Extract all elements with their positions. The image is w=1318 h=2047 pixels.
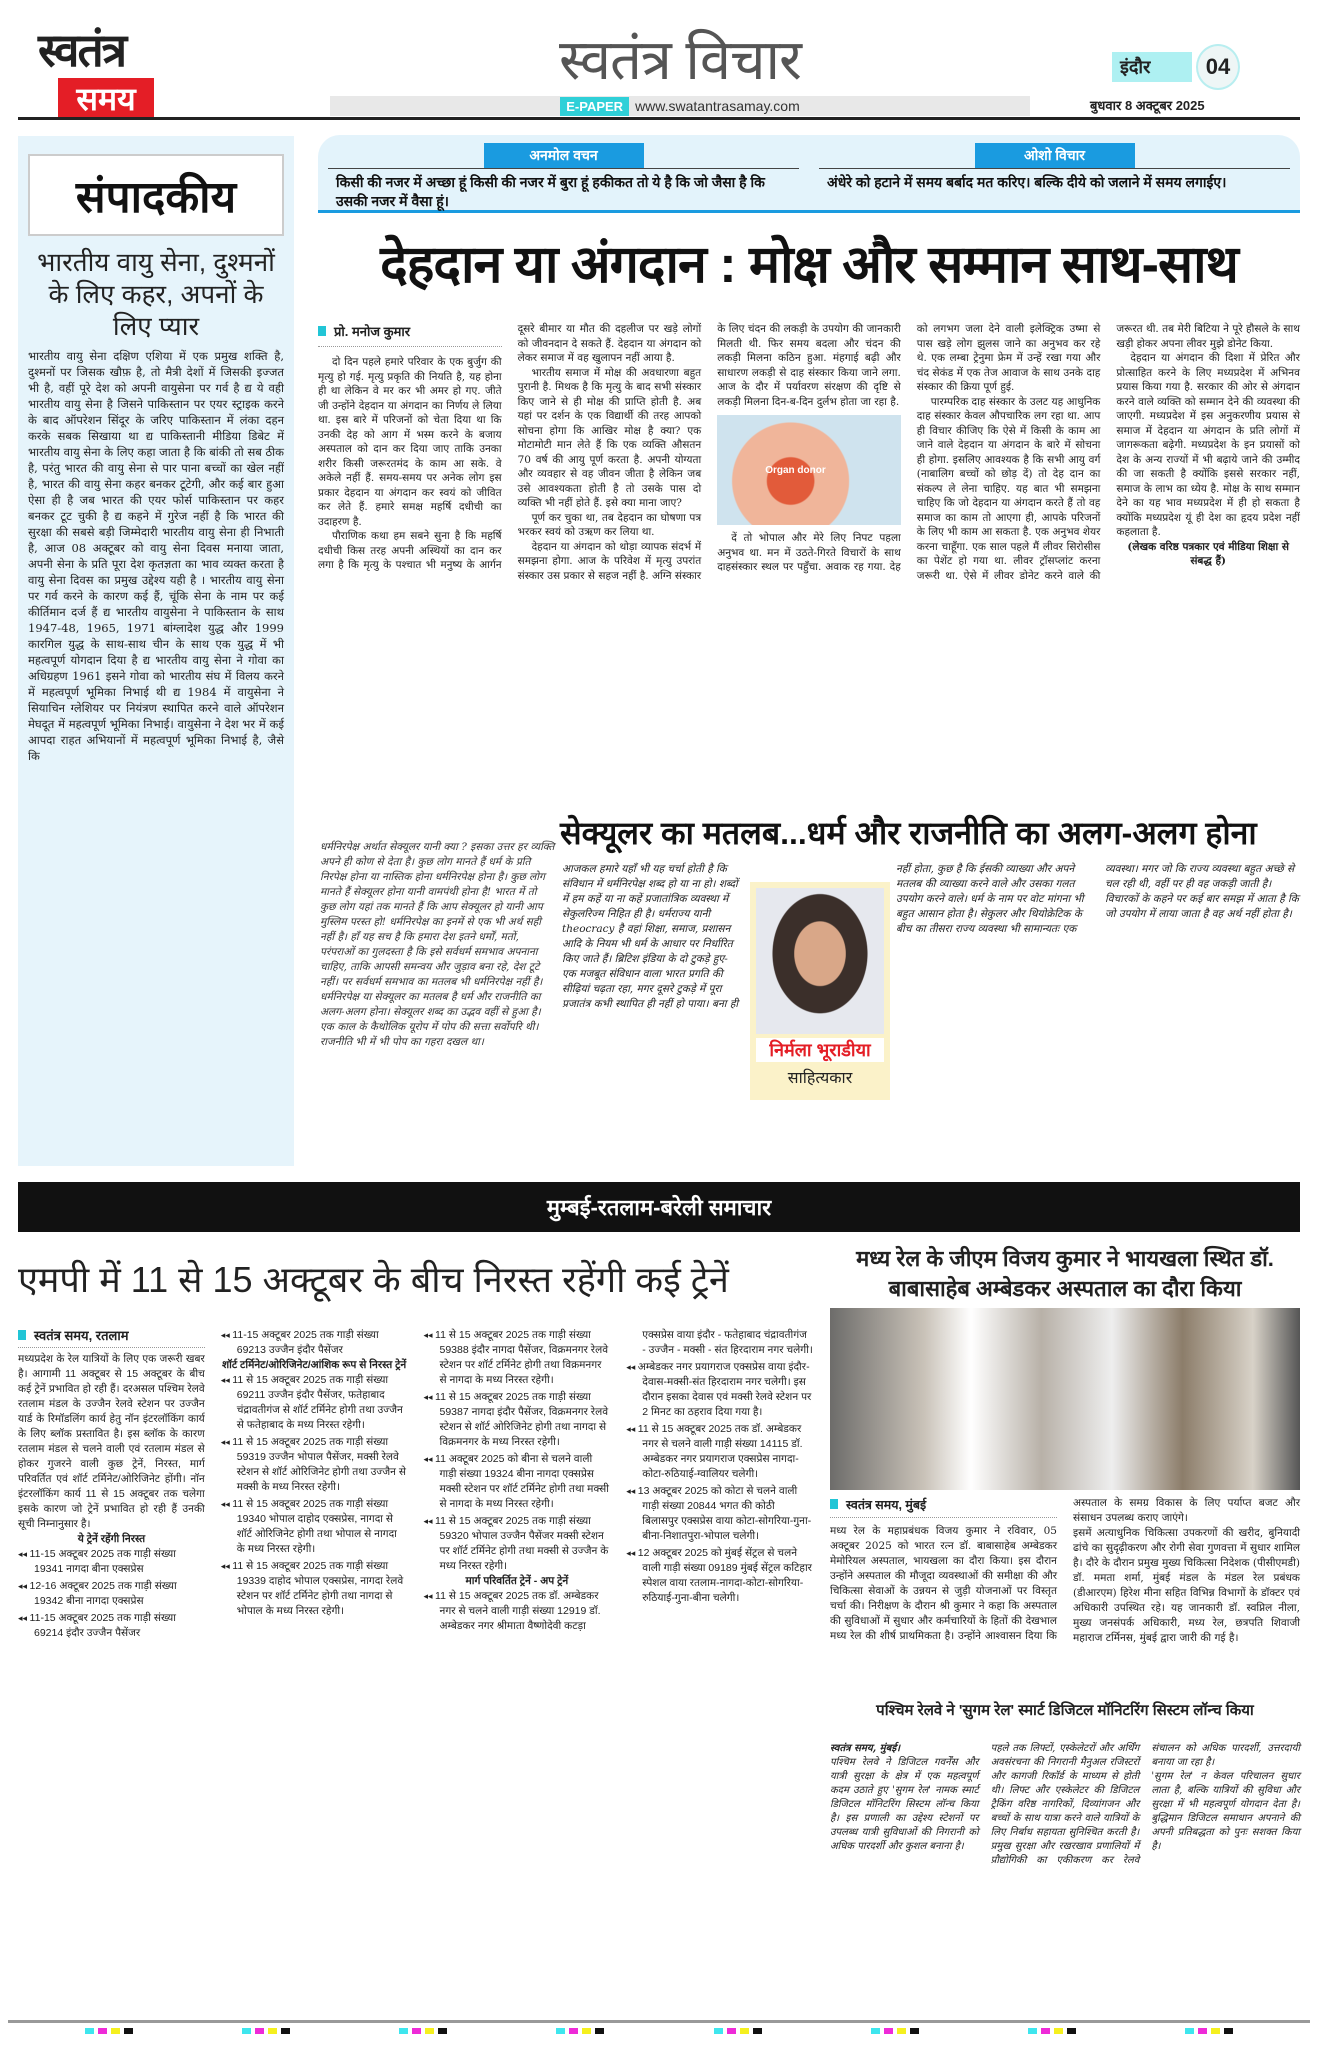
color-swatch: [438, 2028, 447, 2034]
color-swatch: [714, 2028, 723, 2034]
article-paragraph: देहदान या अंगदान की दिशा में प्रेरित और प्रोत्साहित करने के लिए मध्यप्रदेश में अभिनव प्रयास किया गया है. सरकार की ओर से अंगदान करने वाले व्यक्ति को सम्मान देने की व्यवस्था की जाएगी. मध्यप्रदेश में इस अनुकरणीय प्रयास से समाज में देहदान या अंगदान के प्रति लोगों में जागरूकता बढ़ेगी. मध्यप्रदेश के इन प्रयासों को देश के अन्य राज्यों में भी बढ़ाये जाने की उम्मीद की जा सकती है क्योंकि इससे सरकार नहीं, समाज के लाभ का ध्येय है. मोक्ष के साथ सम्मान देने का यह भाव मध्यप्रदेश में ही हो सकता है क्योंकि मध्यप्रदेश यूं ही देश का हृदय प्रदेश नहीं कहलाता है.: [1116, 352, 1300, 538]
bullet-square-icon: [18, 1330, 26, 1340]
train-item: ◂◂ 11 अक्टूबर 2025 को बीना से चलने वाली गाड़ी संख्या 19324 बीना नागदा एक्सप्रेस मक्सी स्टेशन पर शॉर्ट टर्मिनेट होगी तथा मक्सी से नागदा के मध्य निरस्त रहेगी।: [424, 1452, 611, 1512]
train-item: ◂◂ 12 अक्टूबर 2025 को मुंबई सेंट्रल से चलने वाली गाड़ी संख्या 09189 मुंबई सेंट्रल कटिहार स्पेशल वाया रतलाम-नागदा-कोटा-सोगरिया-रुठियाई-गुना-बीना चलेगी।: [626, 1546, 813, 1606]
color-swatch: [111, 2028, 120, 2034]
website-link[interactable]: www.swatantrasamay.com: [635, 98, 800, 114]
train-item: ◂◂ अम्बेडकर नगर प्रयागराज एक्सप्रेस वाया इंदौर-देवास-मक्सी-संत हिरदाराम नगर चलेगी। इस दौरान इसका देवास एवं मक्सी रेलवे स्टेशन पर 2 मिनट का ठहराव दिया गया है।: [626, 1360, 813, 1420]
color-swatch: [1028, 2028, 1037, 2034]
subheading: ये ट्रेनें रहेंगी निरस्त: [77, 1533, 146, 1545]
city-label: इंदौर: [1112, 52, 1192, 82]
article-paragraph-list: [830, 1496, 1300, 1646]
color-swatch: [1185, 2028, 1194, 2034]
masthead-rule: [18, 117, 1300, 120]
color-swatch: [569, 2028, 578, 2034]
train-item: ◂◂ 11-15 अक्टूबर 2025 तक गाड़ी संख्या 69213 उज्जैन इंदौर पैसेंजर: [221, 1328, 408, 1358]
color-swatch: [425, 2028, 434, 2034]
color-swatch-group: [714, 2028, 762, 2034]
color-swatch: [1041, 2028, 1050, 2034]
secular-headline: सेक्यूलर का मतलब...धर्म और राजनीति का अलग-अलग होना: [560, 815, 1257, 851]
print-registration-marks: [0, 2028, 1318, 2034]
color-swatch-group: [242, 2028, 290, 2034]
color-swatch: [556, 2028, 565, 2034]
color-swatch-group: [871, 2028, 919, 2034]
color-swatch-group: [556, 2028, 604, 2034]
author-box: [750, 882, 890, 1100]
secular-column: आजकल हमारे यहाँ भी यह चर्चा होती है कि संविधान में धर्मनिरपेक्ष शब्द हो या ना हो। शब्दों में हम कहें या ना कहें प्रजातांत्रिक व्यवस्था में सेकुलरिज्म निहित ही है। धर्मराज्य यानी theocracy है वहां शिक्षा, समाज, प्रशासन आदि के नियम भी धर्म के आधार पर निर्धारित किए जाते हैं। ब्रिटिश इंडिया के दो टुकड़े हुए- एक मजबूत संविधान वाला भारत प्रगति की सीढ़ियां चढ़ता रहा, मगर दूसरे टुकड़े में पूरा प्रजातंत्र कभी स्थापित ही नहीं हो पाया। बना ही: [562, 863, 739, 1010]
color-swatch: [412, 2028, 421, 2034]
secular-column: नहीं होता, कुछ है कि ईसकी व्याख्या और अपने मतलब की व्याख्या करने वाले और उसका गलत उपयोग करने वाले। धर्म के नाम पर वोट मांगना भी बहुत आसान होता है। सेकुलर और थियोक्रेटिक के बीच का तीसरा राज्य व्यवस्था भी सामान्यतः एक व्यवस्था। मगर जो कि राज्य व्यवस्था बहुत अच्छे से चल रही थी, वहीं पर ही वह जकड़ी जाती है। विचारकों के कहने पर कई बार समझ में आता है कि जो उपयोग में लाया जाता है वह अर्थ नहीं होता है।: [896, 863, 1299, 935]
organ-donation-photo: [717, 415, 901, 525]
article-paragraph: देहदान या अंगदान को थोड़ा व्यापक संदर्भ में समझना होगा. आज के परिवेश में मृत्यु उपरांत संस्कार उस प्रकार से सहज नहीं है. अग्नि संस्कार के लिए चंदन की लकड़ी के उपयोग की जानकारी मिलती थी. फिर समय बदला और चंदन की लकड़ी मिलना कठिन हुआ. मंहगाई बढ़ी और साधारण लकड़ी से दाह संस्कार किया जाने लगा. आज के दौर में पर्यावरण संरक्षण की दृष्टि से लकड़ी मिलना दिन-ब-दिन दुर्लभ होता जा रहा है.: [517, 323, 901, 582]
quotes-box: [318, 135, 1300, 213]
article-paragraph: 'सुगम रेल' न केवल परिचालन सुधार लाता है, बल्कि यात्रियों की सुविधा और सुरक्षा में भी महत्वपूर्ण योगदान देता है। बुद्धिमान डिजिटल समाधान अपनाने की अपनी प्रतिबद्धता को पुनः सशक्त किया है।: [1151, 1771, 1300, 1852]
issue-date: बुधवार 8 अक्टूबर 2025: [1090, 98, 1205, 113]
train-item: ◂◂ 11-15 अक्टूबर 2025 तक गाड़ी संख्या 69214 इंदौर उज्जैन पैसेंजर: [18, 1611, 205, 1641]
byline: [318, 322, 502, 347]
article-paragraph: पहले तक लिफ्टों, एस्केलेटरों और अर्थिंग अवसंरचना की निगरानी मैनुअल रजिस्टरों और कागजी रिकॉर्ड के माध्यम से होती थी। लिफ्ट और एस्केलेटर की डिजिटल ट्रैकिंग वरिष्ठ नागरिकों, दिव्यांगजन और बच्चों के साथ यात्रा करने वाले यात्रियों के लिए निर्बाध सहायता सुनिश्चित करती है। प्रमुख सुरक्षा और रखरखाव प्रणालियों में प्रौद्योगिकी का एकीकरण कर रेलवे संचालन को अधिक पारदर्शी, उत्तरदायी बनाया जा रहा है।: [990, 1743, 1300, 1866]
page-title: स्वतंत्र विचार: [559, 28, 801, 91]
trains-article: [18, 1328, 813, 1641]
author-name: निर्मला भूराडीया: [756, 1038, 884, 1062]
color-swatch: [281, 2028, 290, 2034]
train-item: ◂◂ 11 से 15 अक्टूबर 2025 तक गाड़ी संख्या 69211 उज्जैन इंदौर पैसेंजर, फतेहाबाद चंद्रावतीगंज से शॉर्ट टर्मिनेट होगी तथा उज्जैन से फतेहाबाद के मध्य निरस्त रहेगी।: [221, 1373, 408, 1433]
epaper-badge: E-PAPER: [560, 97, 629, 116]
quote-osho-vichar: [819, 135, 1290, 210]
color-swatch: [910, 2028, 919, 2034]
byline-text: स्वतंत्र समय, मुंबई: [846, 1498, 927, 1512]
train-item: ◂◂ 11 से 15 अक्टूबर 2025 तक गाड़ी संख्या 19339 दाहोद भोपाल एक्सप्रेस, नागदा रेलवे स्टेशन पर शॉर्ट टर्मिनेट होगी तथा नागदा से भोपाल के मध्य निरस्त रहेगी।: [221, 1559, 408, 1619]
secular-intro: धर्मनिरपेक्ष अर्थात सेक्यूलर यानी क्या ? इसका उत्तर हर व्यक्ति अपने ही कोण से देता है। कुछ लोग मानते हैं धर्म के प्रति निरपेक्ष होना या नास्तिक होना धर्मनिरपेक्ष होना है। कुछ लोग मानते हैं सेक्यूलर होना यानी वामपंथी होना है! भारत में तो कुछ लोग यहां तक मानते हैं कि आप सेक्यूलर हो यानी आप मुस्लिम परस्त हो! धर्मनिरपेक्ष का इनमें से एक भी अर्थ सही नहीं है। हाँ यह सच है कि हमारा देश इतने धर्मों, मतों, परंपराओं का गुलदस्ता है कि इसे सर्वधर्म समभाव अपनाना चाहिए, ताकि आपसी समन्वय और जुड़ाव बना रहे, देश टूटे नहीं। पर सर्वधर्म समभाव का मतलब भी धर्मनिरपेक्ष नहीं है। धर्मनिरपेक्ष या सेक्यूलर का मतलब है धर्म और राजनीति का अलग-अलग होना। सेक्यूलर शब्द का उद्भव वहीं से हुआ है। एक काल के कैथोलिक यूरोप में पोप की सत्ता सर्वोपरि थी। राजनीति भी में भी पोप का गहरा दखल था।: [320, 841, 555, 1048]
main-headline: देहदान या अंगदान : मोक्ष और सम्मान साथ-साथ: [380, 236, 1238, 294]
bottom-rule: [8, 2020, 1310, 2023]
subheading: शॉर्ट टर्मिनेट/ओरिजिनेट/आंशिक रूप से निरस्त ट्रेनें: [221, 1359, 407, 1371]
bullet-square-icon: [318, 326, 326, 336]
train-item: ◂◂ 11-15 अक्टूबर 2025 तक गाड़ी संख्या 19341 नागदा बीना एक्सप्रेस: [18, 1547, 205, 1577]
editorial-paragraph: भारतीय वायु सेना दक्षिण एशिया में एक प्रमुख शक्ति है, दुश्मनों पर जिसक खौफ़ है, तो मैत्री देशों में जिसकी इज्जत भी है, वहीं पूरे देश को अपनी वायुसेना पर गर्व है द्य ये वही भारतीय वायु सेना है जिसने पाकिस्तान पर एयर स्ट्राइक करने के बाद ऑपरेशन सिंदूर के जरिए पाकिस्तान में लंका दहन करके सबक सिखाया था द्य पाकिस्तानी मीडिया डिबेट में भारतीय वायु सेना के लिए कहा जाता है कि बांकी तो सब ठीक है, परंतु भारत की वायु सेना से पार पाना बच्चों का खेल नहीं है, भारत की वायु सेना कहर बनकर टूटेगी, और कई बार हुआ ऐसा ही है जब भारत की एयर फोर्स पाकिस्तान पर कहर बनकर टूट चुकी है द्य कहने में गुरेज नहीं है कि भारत की सुरक्षा की सबसे बड़ी जिम्मेदारी भारतीय वायु सेना ही निभाती है, आज 08 अक्टूबर को वायु सेना दिवस मनाया जाता, अपनी सेना के प्रति पूरा देश कृतज्ञता का भाव व्यक्त करता है वायु सेना दिवस का प्रमुख उद्देश्य यही है । भारतीय वायु सेना पर गर्व करने के कारण कई हैं, चूंकि सेना के नाम पर कई कीर्तिमान दर्ज हैं द्य भारतीय वायुसेना ने पाकिस्तान के साथ 1947-48, 1965, 1971 बांग्लादेश युद्ध और 1999 कारगिल युद्ध के साथ-साथ चीन के साथ एक युद्ध में भी महत्वपूर्ण योगदान दिया है द्य भारतीय वायु सेना ने गोवा का अधिग्रहण 1961 इसने गोवा को भारतीय संघ में विलय करने में महत्वपूर्ण भूमिका निभाई थी द्य 1984 में वायुसेना ने सियाचिन ग्लेशियर पर नियंत्रण स्थापित करने वाले ऑपरेशन मेघदूत में महत्वपूर्ण भूमिका निभाई। वायुसेना ने देश भर में कई आपदा राहत अभियानों में महत्वपूर्ण भूमिका निभाई है, जैसे कि: [28, 349, 284, 763]
train-item: ◂◂ 11 से 15 अक्टूबर 2025 तक गाड़ी संख्या 59320 भोपाल उज्जैन पैसेंजर मक्सी स्टेशन पर शॉर्ट टर्मिनेट होगी तथा मक्सी से उज्जैन के मध्य निरस्त रहेगी।: [424, 1514, 611, 1574]
subheading: मार्ग परिवर्तित ट्रेनें - अप ट्रेनें: [465, 1575, 569, 1587]
byline: [830, 1496, 1057, 1518]
article-paragraph: भारतीय समाज में मोक्ष की अवधारणा बहुत पुरानी है. मिथक है कि मृत्यु के बाद सभी संस्कार किए जाने से ही मोक्ष की प्राप्ति होती है. अब यहां पर दर्शन के एक विद्यार्थी की तरह आपको सोचना होगा कि आखिर मोक्ष है क्या? एक मोटामोटी मान लेते हैं कि एक व्यक्ति औसतन 70 वर्ष की आयु पूर्ण करता है. अपनी योग्यता और व्यवहार से वह जीवन जीता है लेकिन जब उसे आवश्यकता होती है तो उसके पास दो व्यक्ति भी नहीं होते हैं. इसे क्या माना जाए?: [517, 366, 702, 509]
article-paragraph: दें तो भोपाल और मेरे लिए निपट पहला अनुभव था. मन में उठते-गिरते विचारों के साथ दाहसंस्कार स्थल पर पहुँचा. अवाक रह गया. देह को लगभग जला देने वाली इलेक्ट्रिक उष्मा से पास खड़े लोग झुलस जाने का अनुभव कर रहे थे. एक लम्बा ट्रेनुमा फ्रेम में उन्हें रखा गया और चंद सेकंड में एक तेज आवाज के साथ उनके दाह संस्कार की क्रिया पूर्ण हुई.: [717, 323, 1101, 573]
article-paragraph-list: [830, 1742, 1300, 1868]
color-swatch: [871, 2028, 880, 2034]
bullet-square-icon: [830, 1499, 838, 1509]
article-paragraph: पारम्परिक दाह संस्कार के उलट यह आधुनिक दाह संस्कार केवल औपचारिक लग रहा था. आप ही विचार कीजिए कि ऐसे में किसी के काम आ जाने वाले देहदान या अंगदान के बारे में सोचना ही होगा. इसलिए आवश्यक है कि सभी आयु वर्ग (नाबालिग बच्चों को छोड़ दें) तो देह दान का संकल्प ले लेना चाहिए. यह बात भी समझना चाहिए कि जो देहदान या अंगदान करते हैं तो वह समाज का काम तो आएगा ही, आपके परिजनों के लिए भी काम आ सकता है. एक अनुभव शेयर करना चाहूँगा. एक साल पहले मैं लीवर सिरोसीस का पेशेंट हो गया था. लीवर ट्रॉसप्लांट करना जरूरी था. ऐसे में लीवर डोनेट करने वाले की जरूरत थी. तब मेरी बिटिया ने पूरे हौसले के साथ खड़ी होकर अपना लीवर मुझे डोनेट किया.: [916, 323, 1300, 582]
page-number: 04: [1196, 44, 1240, 90]
hospital-visit-photo: [830, 1308, 1300, 1490]
train-item: ◂◂ 11 से 15 अक्टूबर 2025 तक गाड़ी संख्या 59319 उज्जैन भोपाल पैसेंजर, मक्सी रेलवे स्टेशन से शॉर्ट ओरिजिनेट होगी तथा उज्जैन से मक्सी के मध्य निरस्त रहेगी।: [221, 1435, 408, 1495]
color-swatch: [85, 2028, 94, 2034]
author-note: (लेखक वरिष्ठ पत्रकार एवं मीडिया शिक्षा से संबद्ध हैं): [1127, 540, 1289, 567]
color-swatch-group: [1185, 2028, 1233, 2034]
quote-anmol-vachan: [328, 135, 799, 210]
color-swatch: [753, 2028, 762, 2034]
western-railway-headline: पश्चिम रेलवे ने 'सुगम रेल' स्मार्ट डिजिटल मॉनिटरिंग सिस्टम लॉन्च किया: [876, 1702, 1254, 1719]
section-banner: मुम्बई-रतलाम-बरेली समाचार: [18, 1182, 1300, 1232]
color-swatch: [740, 2028, 749, 2034]
byline: [18, 1328, 205, 1348]
quote-text: अंधेरे को हटाने में समय बर्बाद मत करिए। बल्कि दीये को जलाने में समय लगाईए।: [827, 174, 1227, 190]
trains-headline: एमपी में 11 से 15 अक्टूबर के बीच निरस्त रहेंगी कई ट्रेनें: [18, 1259, 729, 1300]
color-swatch-group: [399, 2028, 447, 2034]
color-swatch: [1198, 2028, 1207, 2034]
color-swatch: [268, 2028, 277, 2034]
train-item: ◂◂ 13 अक्टूबर 2025 को कोटा से चलने वाली गाड़ी संख्या 20844 भगत की कोठी बिलासपुर एक्सप्रेस वाया कोटा-सोगरिया-गुना-बीना-निशातपुरा-भोपाल चलेगी।: [626, 1484, 813, 1544]
dateline: स्वतंत्र समय, मुंबई।: [830, 1743, 901, 1754]
color-swatch: [727, 2028, 736, 2034]
logo-top: स्वतंत्र: [38, 24, 126, 76]
author-role: साहित्यकार: [787, 1070, 853, 1087]
train-item: ◂◂ 11 से 15 अक्टूबर 2025 तक गाड़ी संख्या 59387 नागदा इंदौर पैसेंजर, विक्रमनगर रेलवे स्टेशन से शॉर्ट ओरिजिनेट होगी तथा नागदा से विक्रमनगर के मध्य निरस्त रहेगी।: [424, 1390, 611, 1450]
epaper-bar: [330, 96, 1030, 116]
color-swatch: [1054, 2028, 1063, 2034]
train-item: ◂◂ 11 से 15 अक्टूबर 2025 तक गाड़ी संख्या 19340 भोपाल दाहोद एक्सप्रेस, नागदा से शॉर्ट ओरिजिनेट होगी तथा भोपाल से नागदा के मध्य निरस्त रहेगी।: [221, 1497, 408, 1557]
color-swatch: [884, 2028, 893, 2034]
article-paragraph: दो दिन पहले हमारे परिवार के एक बुर्जुग की मृत्यु हो गई. मृत्यु प्रकृति की नियति है, यह होना ही था लेकिन वे मर कर भी अमर हो गए. जीते जी उन्होंने देहदान या अंगदान का निर्णय ले लिया था. इस बारे में परिजनों को चेता दिया था कि उनकी देह को आग में भस्म करने के बजाय अस्पताल को दान कर दिया जाए ताकि उनका शरीर किसी जरूरतमंद के काम आ सके. वे अकेले नहीं हैं. समय-समय पर अनेक लोग इस प्रकार देहदान या अंगदान कर स्वयं को जीवित कर लेते हैं. हमारे समक्ष महर्षि दधीची का उदाहरण है.: [318, 356, 502, 528]
train-item: ◂◂ 11 से 15 अक्टूबर 2025 तक डॉ. अम्बेडकर नगर से चलने वाली गाड़ी संख्या 14115 डॉ. अम्बेडकर नगर प्रयागराज एक्सप्रेस नागदा-कोटा-रुठियाई-ग्वालियर चलेगी।: [626, 1422, 813, 1482]
article-paragraph: पौराणिक कथा हम सबने सुना है कि महर्षि दधीची किस तरह अपनी अस्थियों का दान कर लगा है कि मृत्यु के पश्चात भी मनुष्य के आर्गन दूसरे बीमार या मौत की दहलीज पर खड़े लोगों को जीवनदान दे सकते हैं. देहदान या अंगदान को लेकर समाज में वह खुलापन नहीं आया है.: [318, 323, 702, 571]
color-swatch-group: [1028, 2028, 1076, 2034]
logo: [38, 22, 168, 120]
color-swatch: [399, 2028, 408, 2034]
color-swatch: [1211, 2028, 1220, 2034]
quote-label: अनमोल वचन: [484, 143, 644, 168]
color-swatch: [124, 2028, 133, 2034]
color-swatch: [582, 2028, 591, 2034]
main-article-body: [318, 322, 1300, 583]
article-paragraph: मध्यप्रदेश के रेल यात्रियों के लिए एक जरूरी खबर है। आगामी 11 अक्टूबर से 15 अक्टूबर के बीच कई ट्रेनें प्रभावित हो रही हैं। दरअसल पश्चिम रेलवे रतलाम मंडल के उज्जैन रेलवे स्टेशन पर उज्जैन यार्ड के रिमॉडलिंग कार्य हेतु नॉन इंटरलॉकिंग कार्य के लिए ब्लॉक प्रस्तावित है। इस ब्लॉक के कारण रतलाम मंडल से चलने वाली एवं रतलाम मंडल से होकर गुजरने वाली कुछ ट्रेनें, निरस्त, मार्ग परिवर्तित एवं शॉर्ट टर्मिनेट/ओरिजिनेट होंगी। नॉन इंटरलॉकिंग कार्य 11 से 15 अक्टूबर तक चलेगा इसके कारण जो ट्रेनें प्रभावित हो रही हैं उनकी सूची निम्नानुसार है।: [18, 1353, 205, 1530]
article-paragraph: मध्य रेल के महाप्रबंधक विजय कुमार ने रविवार, 05 अक्टूबर 2025 को भारत रत्न डॉ. बाबासाहेब अम्बेडकर मेमोरियल अस्पताल, भायखला का दौरा किया। इस दौरान उन्होंने अस्पताल की मौजूदा व्यवस्थाओं की समीक्षा की और चिकित्सा सेवाओं के उन्नयन से जुड़ी योजनाओं पर विस्तृत चर्चा की। निरीक्षण के दौरान श्री कुमार ने कहा कि अस्पताल की सुविधाओं में सुधार और कर्मचारियों के हितों की देखभाल मध्य रेल की शीर्ष प्राथमिकता है। उन्होंने आश्वासन दिया कि अस्पताल के समग्र विकास के लिए पर्याप्त बजट और संसाधन उपलब्ध कराए जाएंगे।: [830, 1497, 1300, 1642]
color-swatch-group: [85, 2028, 133, 2034]
color-swatch: [242, 2028, 251, 2034]
author-photo: [756, 888, 884, 1034]
mumbai-article: [830, 1496, 1300, 1646]
color-swatch: [595, 2028, 604, 2034]
editorial-headline: भारतीय वायु सेना, दुश्मनों के लिए कहर, अपनों के लिए प्यार: [37, 247, 275, 341]
mumbai-headline: मध्य रेल के जीएम विजय कुमार ने भायखला स्थित डॉ. बाबासाहेब अम्बेडकर अस्पताल का दौरा किया: [856, 1246, 1274, 1301]
color-swatch: [1224, 2028, 1233, 2034]
editorial-section: [18, 136, 294, 1166]
train-item: ◂◂ 11 से 15 अक्टूबर 2025 तक डॉ. अम्बेडकर नगर से चलने वाली गाड़ी संख्या 12919 डॉ. अम्बेडकर नगर श्रीमाता वैष्णोदेवी कटड़ा एक्सप्रेस वाया इंदौर - फतेहाबाद चंद्रावतीगंज - उज्जैन - मक्सी - संत हिरदाराम नगर चलेगी।: [424, 1328, 814, 1641]
byline-text: प्रो. मनोज कुमार: [334, 324, 411, 339]
train-item: ◂◂ 11 से 15 अक्टूबर 2025 तक गाड़ी संख्या 59388 इंदौर नागदा पैसेंजर, विक्रमनगर रेलवे स्टेशन पर शॉर्ट टर्मिनेट होगी तथा विक्रमनगर से नागदा के मध्य निरस्त रहेगी।: [424, 1328, 611, 1388]
byline-text: स्वतंत्र समय, रतलाम: [34, 1328, 129, 1343]
color-swatch: [897, 2028, 906, 2034]
editorial-header: संपादकीय: [28, 154, 284, 236]
color-swatch: [255, 2028, 264, 2034]
color-swatch: [98, 2028, 107, 2034]
photo-caption: Organ donor: [765, 465, 826, 476]
article-paragraph: पश्चिम रेलवे ने डिजिटल गवर्नेंस और यात्री सुरक्षा के क्षेत्र में एक महत्वपूर्ण कदम उठाते हुए 'सुगम रेल' नामक स्मार्ट डिजिटल मॉनिटरिंग सिस्टम लॉन्च किया है। इस प्रणाली का उद्देश्य स्टेशनों पर उपलब्ध यात्री सुविधाओं की निगरानी को अधिक पारदर्शी और कुशल बनाना है।: [830, 1757, 979, 1852]
logo-bottom: समय: [58, 78, 154, 120]
quote-label: ओशो विचार: [975, 143, 1135, 168]
western-railway-article: [830, 1742, 1300, 1868]
article-paragraph: इसमें अत्याधुनिक चिकित्सा उपकरणों की खरीद, बुनियादी ढांचे का सुदृढ़ीकरण और रोगी सेवा गुणवत्ता में सुधार शामिल है। दौरे के दौरान प्रमुख मुख्य चिकित्सा निदेशक (पीसीएमडी) डॉ. ममता शर्मा, मुंबई मंडल के मंडल रेल प्रबंधक (डीआरएम) हिरेश मीना सहित विभिन्न विभागों के डॉक्टर एवं अधिकारी उपस्थित रहे। यह जानकारी डॉ. स्वप्निल नीला, मुख्य जनसंपर्क अधिकारी, मध्य रेल, छत्रपति शिवाजी महाराज टर्मिनस, मुंबई द्वारा जारी की गई है।: [1073, 1527, 1300, 1644]
train-item: ◂◂ 12-16 अक्टूबर 2025 तक गाड़ी संख्या 19342 बीना नागदा एक्सप्रेस: [18, 1579, 205, 1609]
editorial-paragraph-list: [28, 348, 284, 764]
article-paragraph: पूर्ण कर चुका था, तब देहदान का घोषणा पत्र भरकर स्वयं को उऋण कर लिया था.: [517, 511, 702, 538]
quote-text: किसी की नजर में अच्छा हूं किसी की नजर में बुरा हूं हकीकत तो ये है कि जो जैसा है कि उसकी नजर में वैसा हूं।: [336, 174, 765, 209]
color-swatch: [1067, 2028, 1076, 2034]
